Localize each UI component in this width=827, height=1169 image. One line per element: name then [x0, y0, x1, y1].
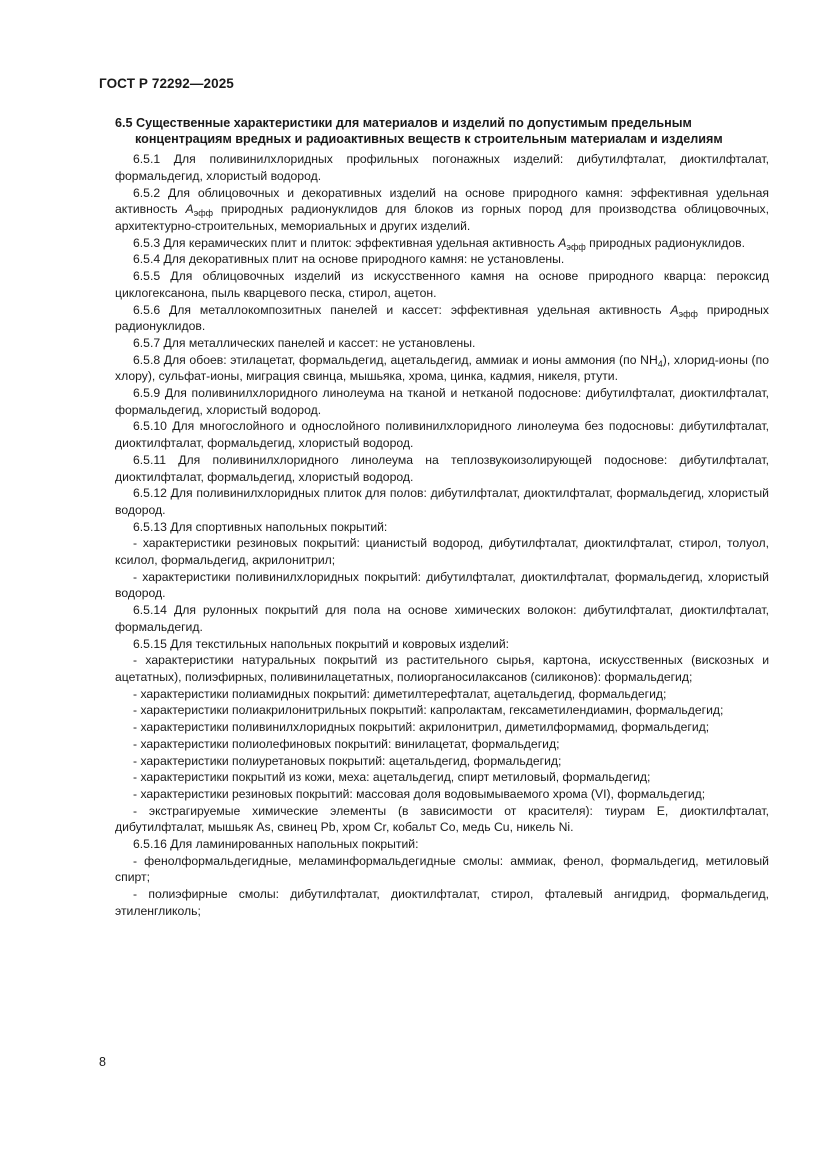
paragraph-text: - характеристики натуральных покрытий из растительного сырья, картона, искусственных (вискозных и ацетатных), полиэфирных, поливинилацетатных, полиорганосилаксанов (силиконов): формальдегид; — [115, 653, 769, 684]
paragraph — [115, 853, 769, 886]
paragraph — [115, 535, 769, 568]
subscript: 4 — [657, 358, 663, 369]
paragraph-text: 6.5.11 Для поливинилхлоридного линолеума на теплозвукоизолирующей подоснове: дибутилфталат, диоктилфталат, формальдегид, хлористый водород. — [115, 452, 769, 484]
paragraph — [115, 602, 769, 635]
paragraph — [115, 569, 769, 602]
paragraph — [115, 485, 769, 518]
section-content — [115, 116, 769, 920]
paragraph — [115, 418, 769, 451]
subscript: эфф — [566, 241, 586, 252]
paragraph-text: 6.5.9 Для поливинилхлоридного линолеума на тканой и нетканой подоснове: дибутилфталат, диоктилфталат, формальдегид, хлористый водород. — [115, 386, 769, 417]
paragraph — [115, 652, 769, 685]
paragraph-text: - фенолформальдегидные, меламинформальдегидные смолы: аммиак, фенол, формальдегид, метиловый спирт; — [115, 853, 769, 885]
paragraph — [115, 786, 769, 803]
paragraph-list — [115, 151, 769, 919]
paragraph-text: 6.5.12 Для поливинилхлоридных плиток для полов: дибутилфталат, диоктилфталат, формальдегид, хлористый водород. — [115, 486, 769, 517]
paragraph-text: - характеристики полиамидных покрытий: диметилтерефталат, ацетальдегид, формальдегид; — [133, 686, 667, 701]
paragraph-text: - полиэфирные смолы: дибутилфталат, диоктилфталат, стирол, фталевый ангидрид, формальдегид, этиленгликоль; — [115, 887, 769, 918]
paragraph — [115, 636, 769, 653]
paragraph — [115, 753, 769, 770]
subscript: эфф — [678, 308, 698, 319]
paragraph — [115, 736, 769, 753]
paragraph-text: - характеристики покрытий из кожи, меха: ацетальдегид, спирт метиловый, формальдегид; — [133, 770, 651, 785]
paragraph — [115, 185, 769, 235]
paragraph-text: 6.5.14 Для рулонных покрытий для пола на основе химических волокон: дибутилфталат, диоктилфталат, формальдегид. — [115, 603, 769, 634]
subscript: эфф — [193, 208, 214, 219]
paragraph-text: 6.5.2 Для облицовочных и декоративных изделий на основе природного камня: эффективная удельная активность — [115, 185, 769, 217]
paragraph-text-continued: природных радионуклидов. — [585, 235, 745, 250]
paragraph-text-continued: ), хлорид-ионы (по хлору), сульфат-ионы, миграция свинца, мышьяка, хрома, цинка, кадмия, никеля, ртути. — [115, 352, 769, 384]
paragraph-text: 6.5.16 Для ламинированных напольных покрытий: — [133, 837, 419, 852]
section-heading: 6.5 Существенные характеристики для материалов и изделий по допустимым предельным концентрациям вредных и радиоактивных веществ к строительным материалам и изделиям — [115, 116, 723, 146]
paragraph — [115, 302, 769, 335]
paragraph-text: 6.5.8 Для обоев: этилацетат, формальдегид, ацетальдегид, аммиак и ионы аммония (по NH — [133, 352, 658, 367]
page-number: 8 — [99, 1055, 106, 1069]
paragraph-text: - экстрагируемые химические элементы (в зависимости от красителя): тиурам Е, диоктилфталат, дибутилфталат, мышьяк As, свинец Pb, хром Cr, кобальт Co, медь Cu, никель Ni. — [115, 803, 769, 835]
paragraph-text-continued: природных радионуклидов для блоков из горных пород для производства облицовочных, архитектурно-строительных, мемориальных и других изделий. — [115, 202, 769, 233]
activity-symbol: A — [558, 235, 567, 250]
paragraph-text: - характеристики полиуретановых покрытий: ацетальдегид, формальдегид; — [133, 753, 562, 768]
paragraph-text: - характеристики поливинилхлоридных покрытий: дибутилфталат, диоктилфталат, формальдегид, хлористый водород. — [115, 569, 769, 601]
paragraph-text: - характеристики полиолефиновых покрытий: винилацетат, формальдегид; — [133, 736, 560, 751]
paragraph — [115, 235, 769, 252]
paragraph — [115, 702, 769, 719]
paragraph-text: 6.5.1 Для поливинилхлоридных профильных погонажных изделий: дибутилфталат, диоктилфталат, формальдегид, хлористый водород. — [115, 152, 769, 183]
paragraph — [115, 686, 769, 703]
paragraph — [115, 452, 769, 485]
paragraph — [115, 769, 769, 786]
paragraph — [115, 251, 769, 268]
paragraph — [115, 803, 769, 836]
paragraph-text: 6.5.4 Для декоративных плит на основе природного камня: не установлены. — [133, 252, 565, 267]
paragraph-text: 6.5.3 Для керамических плит и плиток: эффективная удельная активность — [133, 235, 555, 250]
standard-id-header: ГОСТ Р 72292—2025 — [99, 76, 234, 91]
paragraph-text: - характеристики резиновых покрытий: цианистый водород, дибутилфталат, диоктилфталат, стирол, толуол, ксилол, формальдегид, акрилонитрил; — [115, 536, 769, 568]
paragraph — [115, 519, 769, 536]
paragraph — [115, 268, 769, 301]
paragraph-text: 6.5.5 Для облицовочных изделий из искусственного камня на основе природного кварца: пероксид циклогексанона, пыль кварцевого песка, стирол, ацетон. — [115, 269, 769, 300]
paragraph — [115, 151, 769, 184]
paragraph-text: 6.5.10 Для многослойного и однослойного поливинилхлоридного линолеума без подосновы: дибутилфталат, диоктилфталат, формальдегид, хлористый водород. — [115, 419, 769, 451]
paragraph — [115, 352, 769, 385]
paragraph-text: - характеристики полиакрилонитрильных покрытий: капролактам, гексаметилендиамин, формальдегид; — [133, 703, 724, 718]
paragraph-text: - характеристики резиновых покрытий: массовая доля водовымываемого хрома (VI), формальдегид; — [133, 786, 706, 801]
paragraph-text: 6.5.6 Для металлокомпозитных панелей и кассет: эффективная удельная активность — [133, 302, 662, 317]
paragraph-text: 6.5.13 Для спортивных напольных покрытий: — [133, 519, 388, 534]
paragraph-text: - характеристики поливинилхлоридных покрытий: акрилонитрил, диметилформамид, формальдегид; — [133, 720, 710, 735]
paragraph-text-continued: природных радионуклидов. — [115, 302, 769, 334]
paragraph-text: 6.5.7 Для металлических панелей и кассет: не установлены. — [133, 335, 476, 350]
activity-symbol: A — [185, 202, 194, 217]
paragraph-text: 6.5.15 Для текстильных напольных покрытий и ковровых изделий: — [133, 636, 510, 651]
paragraph — [115, 836, 769, 853]
paragraph — [115, 719, 769, 736]
paragraph — [115, 385, 769, 418]
paragraph — [115, 886, 769, 919]
paragraph — [115, 335, 769, 352]
activity-symbol: A — [670, 302, 679, 317]
